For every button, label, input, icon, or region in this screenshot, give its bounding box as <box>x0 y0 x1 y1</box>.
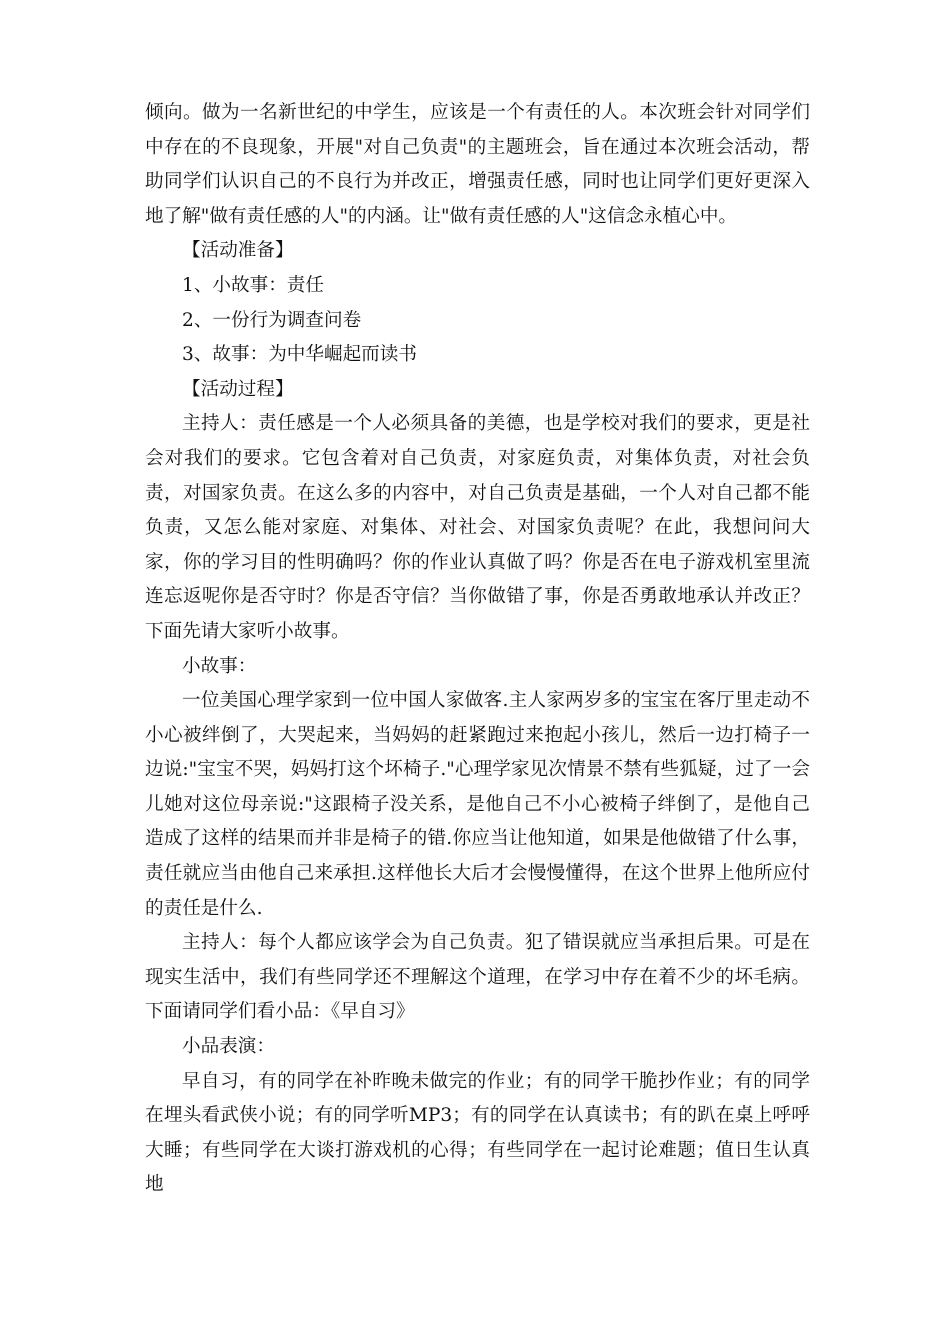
paragraph-9: 一位美国心理学家到一位中国人家做客.主人家两岁多的宝宝在客厅里走动不小心被绊倒了，大哭起来，当妈妈的赶紧跑过来抱起小孩儿，然后一边打椅子一边说:"宝宝不哭，妈妈打这个坏椅子."心理学家见次情景不禁有些狐疑，过了一会儿她对这位母亲说:"这跟椅子没关系，是他自己不小心被椅子绊倒了，是他自己造成了这样的结果而并非是椅子的错.你应当让他知道，如果是他做错了什么事，责任就应当由他自己来承担.这样他长大后才会慢慢懂得，在这个世界上他所应付的责任是什么. <box>145 690 810 919</box>
paragraph-2: 【活动准备】 <box>182 240 294 262</box>
paragraph-3: 1、小故事：责任 <box>182 274 324 296</box>
paragraph-11: 小品表演： <box>182 1036 275 1058</box>
paragraph-5: 3、故事：为中华崛起而读书 <box>182 344 417 366</box>
paragraph-10: 主持人：每个人都应该学会为自己负责。犯了错误就应当承担后果。可是在现实生活中，我们有些同学还不理解这个道理，在学习中存在着不少的坏毛病。下面请同学们看小品：《早自习》 <box>145 932 810 1023</box>
paragraph-4: 2、一份行为调查问卷 <box>182 309 362 331</box>
document-page <box>145 96 810 1203</box>
paragraph-7: 主持人：责任感是一个人必须具备的美德，也是学校对我们的要求，更是社会对我们的要求。它包含着对自己负责，对家庭负责，对集体负责，对社会负责，对国家负责。在这么多的内容中，对自己负责是基础，一个人对自己都不能负责，又怎么能对家庭、对集体、对社会、对国家负责呢？在此，我想问问大家，你的学习目的性明确吗？你的作业认真做了吗？你是否在电子游戏机室里流连忘返呢你是否守时？你是否守信？当你做错了事，你是否勇敢地承认并改正？下面先请大家听小故事。 <box>145 413 810 642</box>
paragraph-1: 倾向。做为一名新世纪的中学生，应该是一个有责任的人。本次班会针对同学们中存在的不良现象，开展"对自己负责"的主题班会，旨在通过本次班会活动，帮助同学们认识自己的不良行为并改正，增强责任感，同时也让同学们更好更深入地了解"做有责任感的人"的内涵。让"做有责任感的人"这信念永植心中。 <box>145 102 810 227</box>
paragraph-12: 早自习，有的同学在补昨晚未做完的作业；有的同学干脆抄作业；有的同学在埋头看武侠小说；有的同学听MP3；有的同学在认真读书；有的趴在桌上呼呼大睡；有些同学在大谈打游戏机的心得；有些同学在一起讨论难题；值日生认真地 <box>145 1070 810 1196</box>
paragraph-8: 小故事： <box>182 655 257 677</box>
paragraph-6: 【活动过程】 <box>182 378 294 400</box>
